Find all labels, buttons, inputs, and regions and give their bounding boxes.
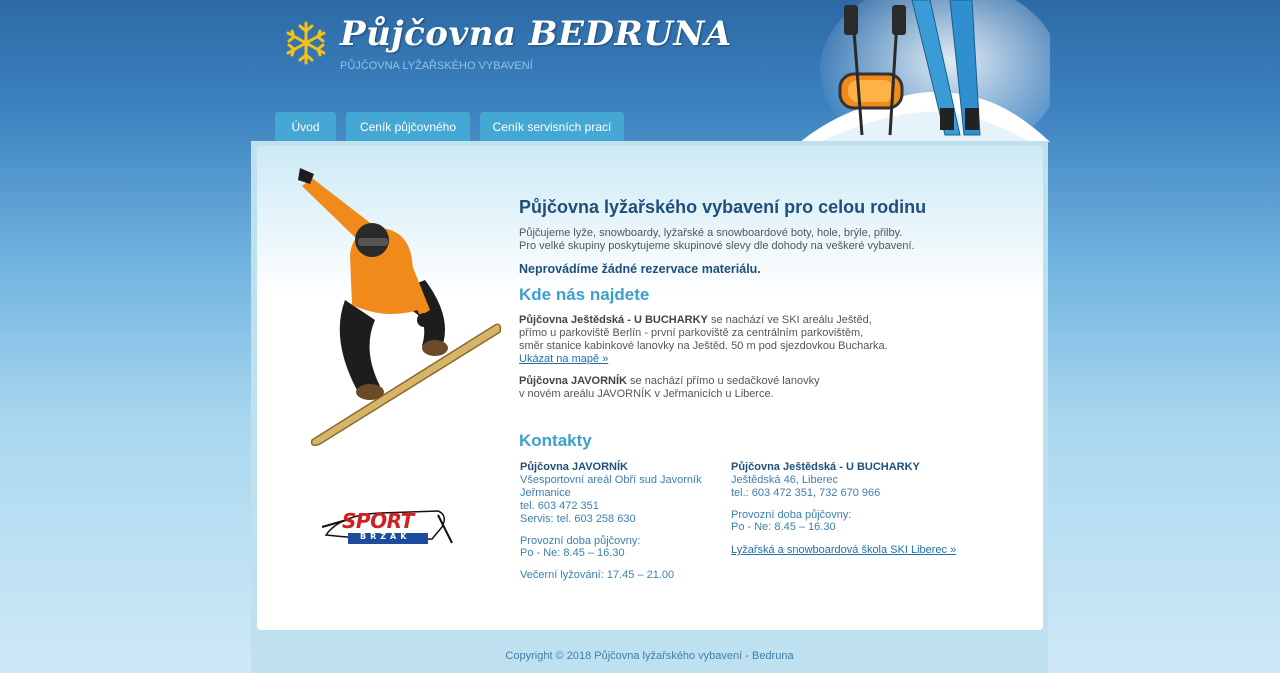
contact-2-name: Půjčovna Ještědská - U BUCHARKY [731,461,920,473]
where-heading: Kde nás najdete [519,285,650,304]
contact-1-service-phone: Servis: tel. 603 258 630 [520,513,636,525]
intro-line-2: Pro velké skupiny poskytujeme skupinové slevy dle dohody na veškeré vybavení. [519,240,915,252]
sport-logo-text: SPORT [342,509,414,533]
location-2-line-2: v novém areálu JAVORNÍK v Jeřmanicích u Liberce. [519,388,774,400]
contact-1-hours-label: Provozní doba půjčovny: [520,535,641,547]
contact-1-evening-skiing: Večerní lyžování: 17.45 – 21.00 [520,569,675,581]
ski-equipment-illustration [800,0,1050,142]
show-map-link[interactable]: Ukázat na mapě » [519,353,609,365]
reservation-notice: Neprovádíme žádné rezervace materiálu. [519,262,761,276]
location-1-line-3: směr stanice kabinkové lanovky na Ještěd. 50 m pod sjezdovkou Bucharka. [519,340,888,352]
contact-2-phone: tel.: 603 472 351, 732 670 966 [731,487,881,499]
location-2-line-1 [519,375,820,388]
contact-2-hours: Po - Ne: 8.45 – 16.30 [731,521,836,533]
contacts-heading: Kontakty [519,431,592,450]
contact-2-address: Ještědská 46, Liberec [731,474,839,486]
sport-brzak-logo [320,505,455,550]
page-heading: Půjčovna lyžařského vybavení pro celou rodinu [519,197,927,217]
brzak-logo-text: BRZÁK [360,532,411,541]
contact-1-hours: Po - Ne: 8.45 – 16.30 [520,547,625,559]
footer-copyright: Copyright © 2018 Půjčovna lyžařského vybavení - Bedruna [505,650,794,662]
location-2-text: se nachází přímo u sedačkové lanovky [627,375,820,387]
location-1-line-1 [519,314,872,327]
tab-cenik-servisnich-praci[interactable]: Ceník servisních prací [480,112,624,142]
site-subtitle: PŮJČOVNA LYŽAŘSKÉHO VYBAVENÍ [340,60,533,72]
location-2-name: Půjčovna JAVORNÍK [519,375,627,387]
contact-1-name: Půjčovna JAVORNÍK [520,461,628,473]
location-1-line-2: přímo u parkoviště Berlín - první parkoviště za centrálním parkovištěm, [519,327,864,339]
contact-1-address-2: Jeřmanice [520,487,571,499]
location-1-name: Půjčovna Ještědská - U BUCHARKY [519,314,708,326]
ski-school-link[interactable]: Lyžařská a snowboardová škola SKI Liberec » [731,544,957,556]
snowboarder-image [290,160,510,450]
contact-1-address-1: Všesportovní areál Obří sud Javorník [520,474,702,486]
snowflake-logo-icon [284,20,328,66]
location-1-text: se nachází ve SKI areálu Ještěd, [707,314,872,326]
tab-uvod[interactable]: Úvod [275,112,336,142]
contact-1-phone: tel. 603 472 351 [520,500,599,512]
tab-cenik-pujcovneho[interactable]: Ceník půjčovného [346,112,470,142]
intro-line-1: Půjčujeme lyže, snowboardy, lyžařské a snowboardové boty, hole, brýle, přilby. [519,227,903,239]
site-title: Půjčovna BEDRUNA [340,14,732,54]
contact-2-hours-label: Provozní doba půjčovny: [731,509,852,521]
